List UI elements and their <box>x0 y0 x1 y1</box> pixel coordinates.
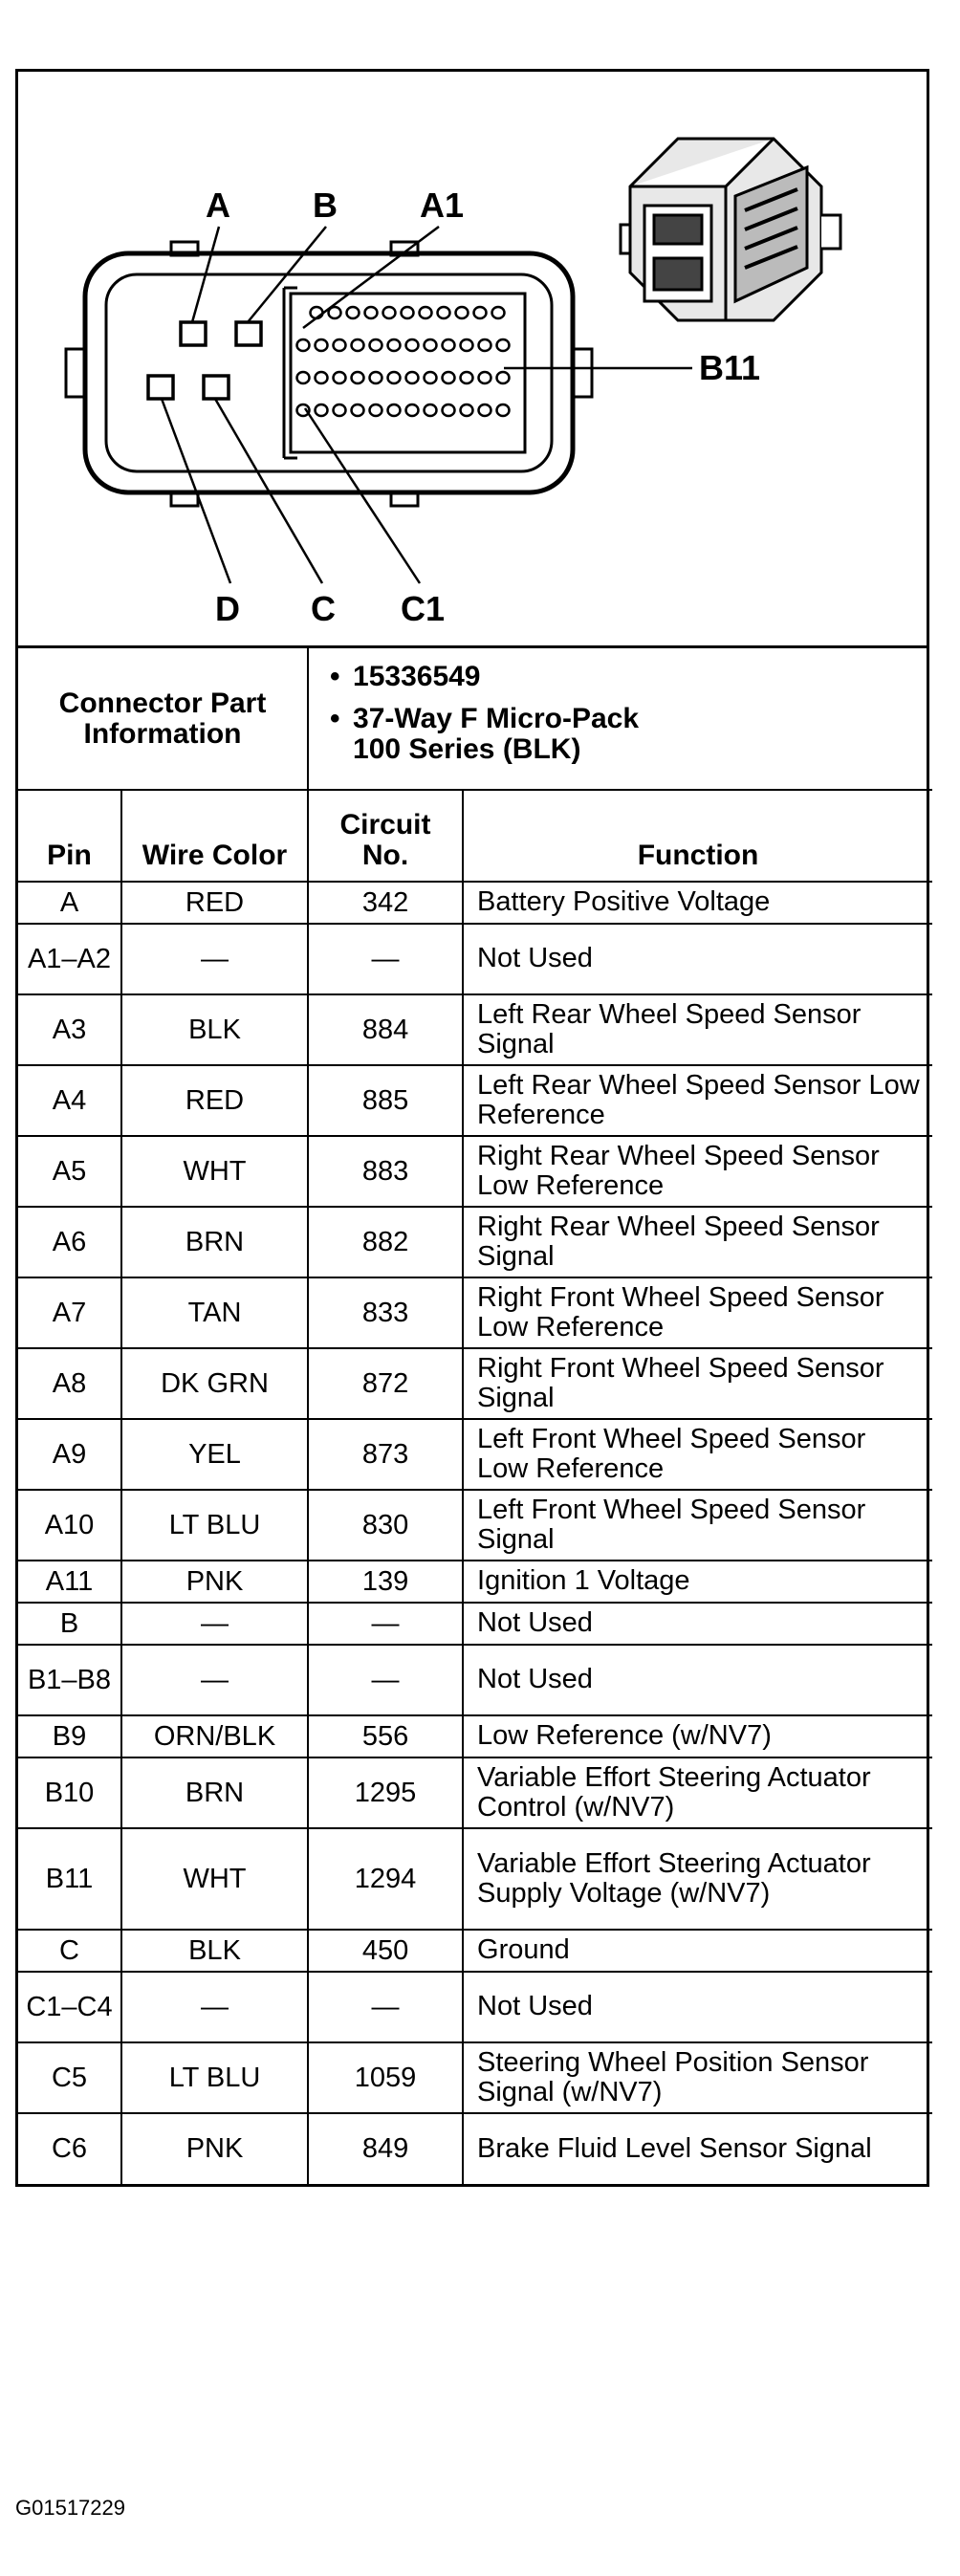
wire-color-cell: — <box>121 1645 308 1715</box>
pin-cavity <box>370 404 382 416</box>
wire-color-cell: BRN <box>121 1757 308 1828</box>
table-row <box>18 1645 932 1715</box>
wire-color-cell: LT BLU <box>121 2042 308 2113</box>
pin-cavity <box>406 339 419 351</box>
header-pin: Pin <box>18 790 121 882</box>
pin-cavity <box>456 307 469 318</box>
function-cell: Right Front Wheel Speed Sensor Signal <box>463 1348 932 1419</box>
wire-color-cell: TAN <box>121 1277 308 1348</box>
function-cell: Ignition 1 Voltage <box>463 1561 932 1603</box>
header-circuit-no: Circuit No. <box>308 790 463 882</box>
circuit-cell: 882 <box>308 1207 463 1277</box>
pin-cell: A11 <box>18 1561 121 1603</box>
pin-cell: A10 <box>18 1490 121 1561</box>
pin-cavity <box>443 339 455 351</box>
connector-info-details <box>308 648 932 790</box>
table-row <box>18 1490 932 1561</box>
function-cell: Not Used <box>463 924 932 994</box>
pin-cavity <box>438 307 450 318</box>
table-header-row <box>18 790 932 882</box>
circuit-cell: 342 <box>308 882 463 924</box>
pin-cavity <box>352 372 364 383</box>
pin-cavity <box>425 339 437 351</box>
callout-b11: B11 <box>699 348 761 387</box>
connector-info-label-line2: Information <box>83 717 242 750</box>
pin-cell: B11 <box>18 1828 121 1930</box>
pin-cavity <box>370 339 382 351</box>
pin-cell: B <box>18 1603 121 1645</box>
function-cell: Left Rear Wheel Speed Sensor Signal <box>463 994 932 1065</box>
pin-cavity <box>388 372 401 383</box>
pin-cell: C <box>18 1930 121 1972</box>
table-row <box>18 882 932 924</box>
table-row <box>18 1065 932 1136</box>
circuit-cell: 883 <box>308 1136 463 1207</box>
pin-cavity <box>316 339 328 351</box>
part-number: • 15336549 <box>330 662 919 692</box>
wire-color-cell: LT BLU <box>121 1490 308 1561</box>
circuit-cell: — <box>308 1645 463 1715</box>
header-wire-color: Wire Color <box>121 790 308 882</box>
callout-c1: C1 <box>401 589 446 628</box>
pin-cell: C1–C4 <box>18 1972 121 2042</box>
wire-color-cell: BLK <box>121 1930 308 1972</box>
pin-cavity <box>370 372 382 383</box>
function-cell: Left Front Wheel Speed Sensor Low Reference <box>463 1419 932 1490</box>
table-row <box>18 1419 932 1490</box>
function-cell: Ground <box>463 1930 932 1972</box>
wire-color-cell: RED <box>121 1065 308 1136</box>
wire-color-cell: YEL <box>121 1419 308 1490</box>
pin-cell: C6 <box>18 2113 121 2184</box>
pin-cavity <box>334 339 346 351</box>
wire-color-cell: ORN/BLK <box>121 1715 308 1757</box>
wire-color-cell: PNK <box>121 1561 308 1603</box>
circuit-cell: 884 <box>308 994 463 1065</box>
circuit-cell: 556 <box>308 1715 463 1757</box>
pin-cell: B9 <box>18 1715 121 1757</box>
circuit-cell: 833 <box>308 1277 463 1348</box>
circuit-cell: 1295 <box>308 1757 463 1828</box>
table-row <box>18 994 932 1065</box>
pin-cavity <box>461 372 473 383</box>
circuit-cell: — <box>308 1603 463 1645</box>
circuit-cell: 873 <box>308 1419 463 1490</box>
pin-cavity <box>365 307 378 318</box>
table-row <box>18 1828 932 1930</box>
pin-cavity <box>492 307 505 318</box>
wire-color-cell: PNK <box>121 2113 308 2184</box>
pin-cell: A4 <box>18 1065 121 1136</box>
wire-color-cell: WHT <box>121 1136 308 1207</box>
pin-cell: B10 <box>18 1757 121 1828</box>
pin-cavity <box>316 404 328 416</box>
pin-cavity <box>388 339 401 351</box>
callout-c: C <box>311 589 336 628</box>
connector-info-label-line1: Connector Part <box>58 687 267 719</box>
pin-cavity <box>461 404 473 416</box>
function-cell: Right Rear Wheel Speed Sensor Signal <box>463 1207 932 1277</box>
callout-a1: A1 <box>420 186 465 225</box>
function-cell: Variable Effort Steering Actuator Control (w/NV7) <box>463 1757 932 1828</box>
wire-color-cell: BRN <box>121 1207 308 1277</box>
pin-cavity <box>297 372 310 383</box>
pin-cavity <box>443 372 455 383</box>
pin-cavity <box>347 307 360 318</box>
table-row <box>18 1277 932 1348</box>
table-row <box>18 1930 932 1972</box>
table-row <box>18 2042 932 2113</box>
function-cell: Steering Wheel Position Sensor Signal (w/NV7) <box>463 2042 932 2113</box>
callout-a: A <box>206 186 230 225</box>
connector-end-view-sheet <box>15 69 929 2187</box>
connector-face-drawing <box>18 72 927 645</box>
pin-cavity <box>388 404 401 416</box>
pin-cavity <box>420 307 432 318</box>
pin-cavity <box>479 404 491 416</box>
table-row <box>18 1972 932 2042</box>
table-row <box>18 1136 932 1207</box>
pin-cell: A7 <box>18 1277 121 1348</box>
pin-cell: A9 <box>18 1419 121 1490</box>
function-cell: Low Reference (w/NV7) <box>463 1715 932 1757</box>
function-cell: Not Used <box>463 1972 932 2042</box>
function-cell: Battery Positive Voltage <box>463 882 932 924</box>
table-row <box>18 1207 932 1277</box>
pin-cavity <box>383 307 396 318</box>
callout-b: B <box>313 186 338 225</box>
pin-cell: C5 <box>18 2042 121 2113</box>
pin-cell: A5 <box>18 1136 121 1207</box>
connector-info-label <box>18 648 308 790</box>
pin-cavity <box>479 372 491 383</box>
circuit-cell: 1059 <box>308 2042 463 2113</box>
pin-cell: A6 <box>18 1207 121 1277</box>
pin-cavity <box>497 339 510 351</box>
pin-cavity <box>474 307 487 318</box>
pinout-table <box>18 648 932 2184</box>
wire-color-cell: BLK <box>121 994 308 1065</box>
function-cell: Right Rear Wheel Speed Sensor Low Reference <box>463 1136 932 1207</box>
pin-cavity <box>497 404 510 416</box>
pin-cavity <box>334 372 346 383</box>
function-cell: Right Front Wheel Speed Sensor Low Reference <box>463 1277 932 1348</box>
function-cell: Not Used <box>463 1603 932 1645</box>
circuit-cell: — <box>308 1972 463 2042</box>
circuit-cell: — <box>308 924 463 994</box>
pin-cell: A3 <box>18 994 121 1065</box>
circuit-cell: 885 <box>308 1065 463 1136</box>
wire-color-cell: — <box>121 1603 308 1645</box>
connector-isometric-illustration <box>621 139 840 320</box>
pin-cavity <box>479 339 491 351</box>
pin-cavity <box>352 404 364 416</box>
pin-cell: A <box>18 882 121 924</box>
pin-cavity <box>443 404 455 416</box>
function-cell: Variable Effort Steering Actuator Supply Voltage (w/NV7) <box>463 1828 932 1930</box>
function-cell: Not Used <box>463 1645 932 1715</box>
pin-cavity <box>316 372 328 383</box>
wire-color-cell: RED <box>121 882 308 924</box>
circuit-cell: 139 <box>308 1561 463 1603</box>
circuit-cell: 872 <box>308 1348 463 1419</box>
circuit-cell: 849 <box>308 2113 463 2184</box>
wire-color-cell: — <box>121 1972 308 2042</box>
table-row <box>18 1715 932 1757</box>
connector-diagram <box>18 72 927 648</box>
connector-type: • 37-Way F Micro-Pack 100 Series (BLK) <box>330 704 919 765</box>
pin-cell: A1–A2 <box>18 924 121 994</box>
table-row <box>18 1603 932 1645</box>
pin-cavity <box>497 372 510 383</box>
table-row <box>18 924 932 994</box>
pin-cavity <box>334 404 346 416</box>
circuit-cell: 830 <box>308 1490 463 1561</box>
wire-color-cell: DK GRN <box>121 1348 308 1419</box>
function-cell: Brake Fluid Level Sensor Signal <box>463 2113 932 2184</box>
table-row <box>18 1561 932 1603</box>
circuit-cell: 1294 <box>308 1828 463 1930</box>
pin-cavity <box>425 372 437 383</box>
table-row <box>18 1757 932 1828</box>
pin-cavity <box>406 372 419 383</box>
wire-color-cell: — <box>121 924 308 994</box>
pin-cavity <box>352 339 364 351</box>
table-row <box>18 1348 932 1419</box>
function-cell: Left Front Wheel Speed Sensor Signal <box>463 1490 932 1561</box>
callout-d: D <box>215 589 240 628</box>
pin-cavity <box>461 339 473 351</box>
pin-cavity <box>406 404 419 416</box>
wire-color-cell: WHT <box>121 1828 308 1930</box>
pin-cell: A8 <box>18 1348 121 1419</box>
table-row <box>18 2113 932 2184</box>
function-cell: Left Rear Wheel Speed Sensor Low Reference <box>463 1065 932 1136</box>
pin-cavity <box>402 307 414 318</box>
pin-cavity <box>425 404 437 416</box>
circuit-cell: 450 <box>308 1930 463 1972</box>
figure-code: G01517229 <box>15 2496 125 2520</box>
pin-cavity <box>297 339 310 351</box>
pin-cell: B1–B8 <box>18 1645 121 1715</box>
connector-info-row <box>18 648 932 790</box>
header-function: Function <box>463 790 932 882</box>
